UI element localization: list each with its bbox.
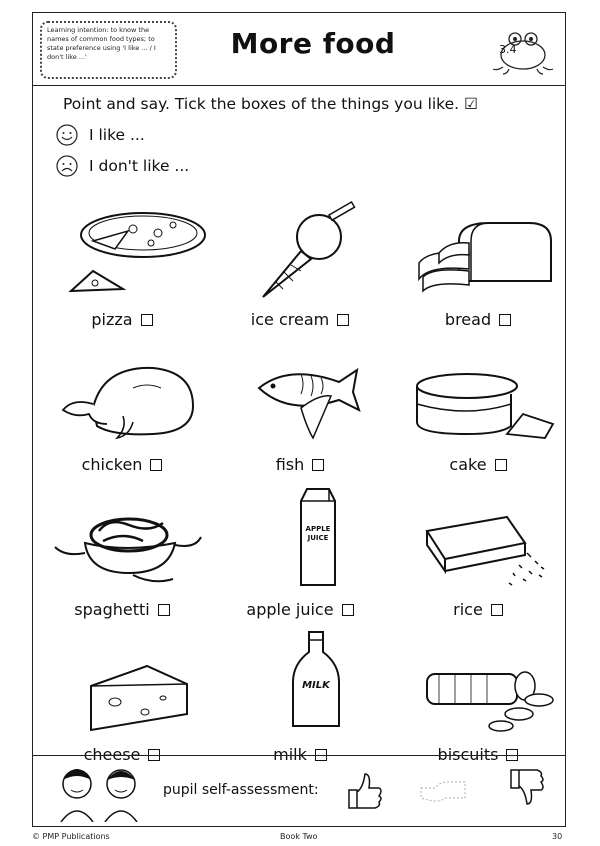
learning-intention-box [40, 21, 177, 79]
smiling-face-icon [55, 123, 79, 147]
tick-box[interactable] [337, 314, 349, 326]
frowning-face-icon [55, 154, 79, 178]
food-item-cheese [33, 628, 211, 768]
phrase-i-like [55, 123, 145, 147]
food-item-fish [211, 338, 389, 478]
food-label: biscuits [437, 745, 499, 764]
food-item-bread [389, 193, 567, 333]
phrase-text: I don't like ... [89, 157, 190, 175]
tick-box-symbol: ☑ [464, 95, 478, 113]
food-item-biscuits [389, 628, 567, 768]
worksheet-header [33, 13, 565, 86]
food-label: milk [273, 745, 307, 764]
book-name: Book Two [280, 832, 318, 841]
frog-badge [491, 27, 555, 75]
page-title: More food [230, 27, 396, 60]
juice-carton-icon [211, 483, 389, 595]
thumbs-sideways-icon[interactable] [417, 778, 469, 808]
food-label: ice cream [250, 310, 330, 329]
bread-icon [389, 193, 567, 305]
bottle-text: MILK [302, 680, 330, 691]
food-label: cake [449, 455, 487, 474]
food-item-ice-cream [211, 193, 389, 333]
food-label: cheese [83, 745, 141, 764]
food-label: fish [275, 455, 305, 474]
food-label: apple juice [246, 600, 334, 619]
tick-box[interactable] [495, 459, 507, 471]
food-item-chicken [33, 338, 211, 478]
self-assessment-band [33, 755, 565, 826]
spaghetti-icon [33, 483, 211, 595]
food-label: pizza [91, 310, 133, 329]
biscuits-icon [389, 628, 567, 740]
carton-text: APPLE JUICE [305, 525, 331, 542]
publisher-credit: © PMP Publications [32, 832, 110, 841]
learning-intention-text: Learning intention: to know the names of common food types; to state preference using 'I like ... / I don't like ...' [47, 26, 156, 61]
tick-box[interactable] [342, 604, 354, 616]
fish-icon [211, 338, 389, 450]
food-item-rice [389, 483, 567, 623]
instruction-text: Point and say. Tick the boxes of the things you like. [63, 95, 460, 113]
food-label: rice [453, 600, 483, 619]
worksheet-frame [32, 12, 566, 827]
rice-box-icon [389, 483, 567, 595]
food-item-apple-juice [211, 483, 389, 623]
food-label: spaghetti [74, 600, 150, 619]
chicken-icon [33, 338, 211, 450]
food-item-milk [211, 628, 389, 768]
pizza-icon [33, 193, 211, 305]
thumbs-up-icon[interactable] [343, 768, 383, 812]
self-assessment-label: pupil self-assessment: [163, 782, 319, 798]
tick-box[interactable] [491, 604, 503, 616]
phrase-i-dont-like [55, 154, 189, 178]
food-item-cake [389, 338, 567, 478]
thumbs-down-icon[interactable] [505, 766, 545, 810]
children-icon [47, 760, 157, 822]
ice-cream-icon [211, 193, 389, 305]
food-item-pizza [33, 193, 211, 333]
cheese-icon [33, 628, 211, 740]
cake-icon [389, 338, 567, 450]
tick-box[interactable] [141, 314, 153, 326]
food-label: bread [444, 310, 492, 329]
food-label: chicken [81, 455, 143, 474]
phrase-text: I like ... [89, 126, 145, 144]
instruction [63, 95, 478, 113]
tick-box[interactable] [499, 314, 511, 326]
activity-number: 3.4 [499, 43, 517, 56]
tick-box[interactable] [158, 604, 170, 616]
page-number: 30 [552, 832, 563, 841]
tick-box[interactable] [312, 459, 324, 471]
tick-box[interactable] [150, 459, 162, 471]
food-item-spaghetti [33, 483, 211, 623]
